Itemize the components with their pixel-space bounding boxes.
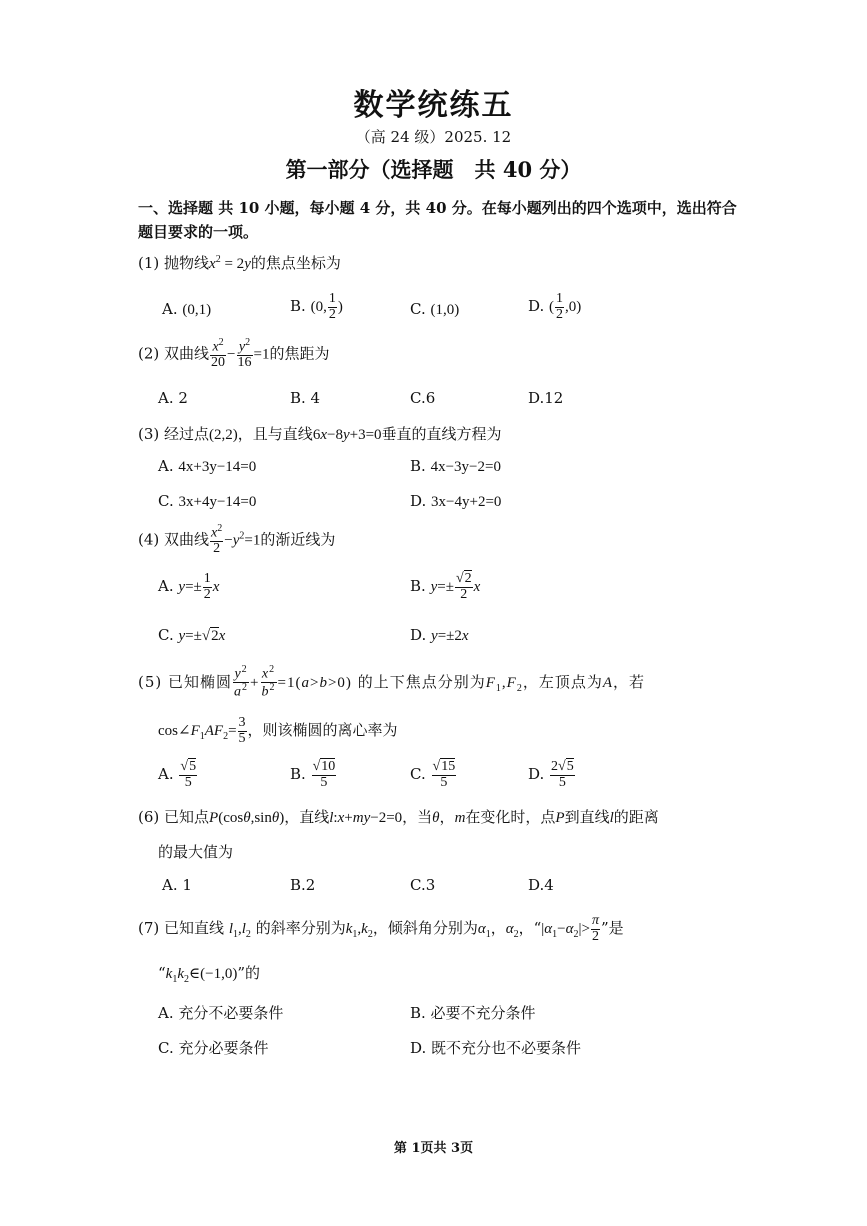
q4-option-d[interactable]: D. y=±2x: [410, 626, 469, 644]
q5-option-c[interactable]: C. $\frac{√15}{5}$: [410, 759, 456, 790]
question-6: (6) 已知点P(cosθ,sinθ)，直线l:x+my−2=0，当θ，m在变化时，点P到直线l的距离: [138, 808, 659, 826]
page-title: 数学统练五: [353, 88, 514, 123]
q1-option-b[interactable]: B. (0, $\frac{1}{2}$ ): [290, 291, 343, 322]
q6-option-b[interactable]: B.2: [290, 876, 316, 894]
page-subtitle: （高 24 级）2025. 12: [355, 128, 512, 146]
question-5-line-2: $\cos\angle F_1AF_2=$ $\frac{3}{5}$ ，则该椭圆的离心率为: [158, 715, 398, 746]
q3-option-d[interactable]: D. 3x−4y+2=0: [410, 492, 502, 510]
q5-option-a[interactable]: A. $\frac{√5}{5}$: [158, 759, 197, 790]
q2-option-a[interactable]: A. 2: [158, 389, 188, 407]
q3-option-b[interactable]: B. 4x−3y−2=0: [410, 457, 501, 475]
q7-option-b[interactable]: B. 必要不充分条件: [410, 1004, 536, 1022]
q7-option-c[interactable]: C. 充分必要条件: [158, 1039, 269, 1057]
page-footer: 第 1页共 3页: [393, 1141, 474, 1156]
q4-option-c[interactable]: C. y=±√2x: [158, 626, 226, 644]
q2-option-c[interactable]: C.6: [410, 389, 436, 407]
question-1: (1) 抛物线$x^2 = 2y$的焦点坐标为: [138, 254, 341, 272]
question-7: (7) 已知直线 $l_1,l_2$ 的斜率分别为$k_1,k_2$，倾斜角分别为$\alpha_1$，$\alpha_2$，“$|\alpha_1-\alpha_2|>$ $\frac{\pi}{2}$ ”是: [138, 913, 624, 944]
question-6-line-2: 的最大值为: [158, 843, 234, 861]
q4-option-a[interactable]: A. y=± $\frac{1}{2}$ x: [158, 571, 220, 602]
q7-option-d[interactable]: D. 既不充分也不必要条件: [410, 1039, 582, 1057]
q6-option-c[interactable]: C.3: [410, 876, 436, 894]
section-heading: 第一部分（选择题 共 40 分）: [285, 157, 582, 182]
q4-option-b[interactable]: B. y=± $\frac{√2}{2}$ x: [410, 571, 481, 602]
q2-option-d[interactable]: D.12: [528, 389, 564, 407]
q5-option-b[interactable]: B. $\frac{√10}{5}$: [290, 759, 336, 790]
q7-option-a[interactable]: A. 充分不必要条件: [158, 1004, 284, 1022]
q2-option-b[interactable]: B. 4: [290, 389, 321, 407]
q3-option-c[interactable]: C. 3x+4y−14=0: [158, 492, 257, 510]
q5-option-d[interactable]: D. $\frac{2√5}{5}$: [528, 759, 574, 790]
question-4: (4) 双曲线 $\frac{x^2}{2}$ $-y^2=1$的渐近线为: [138, 523, 336, 557]
question-7-line-2: “$k_1k_2\in(-1,0)$”的: [158, 964, 260, 985]
q1-option-c[interactable]: C. (1,0): [410, 300, 460, 318]
question-number: (1): [138, 254, 160, 272]
q6-option-d[interactable]: D.4: [528, 876, 554, 894]
question-3: (3) 经过点(2,2)，且与直线6x−8y+3=0垂直的直线方程为: [138, 425, 502, 443]
q6-option-a[interactable]: A. 1: [162, 876, 192, 894]
q1-option-d[interactable]: D. ( $\frac{1}{2}$ ,0): [528, 291, 582, 322]
question-2: (2) 双曲线 $\frac{x^2}{20}$ − $\frac{y^2}{16}$ =1的焦距为: [138, 337, 330, 371]
question-5: (5) 已知椭圆 $\frac{y^2}{a^2}$ + $\frac{x^2}{b^2}$ =1(a>b>0) 的上下焦点分别为$F_1,F_2$，左顶点为A，若: [138, 664, 646, 700]
q3-option-a[interactable]: A. 4x+3y−14=0: [158, 457, 257, 475]
instructions: 一、选择题 共 10 小题，每小题 4 分，共 40 分。在每小题列出的四个选项中，选出符合题目要求的一项。: [138, 199, 737, 241]
q1-option-a[interactable]: A. (0,1): [162, 300, 212, 318]
